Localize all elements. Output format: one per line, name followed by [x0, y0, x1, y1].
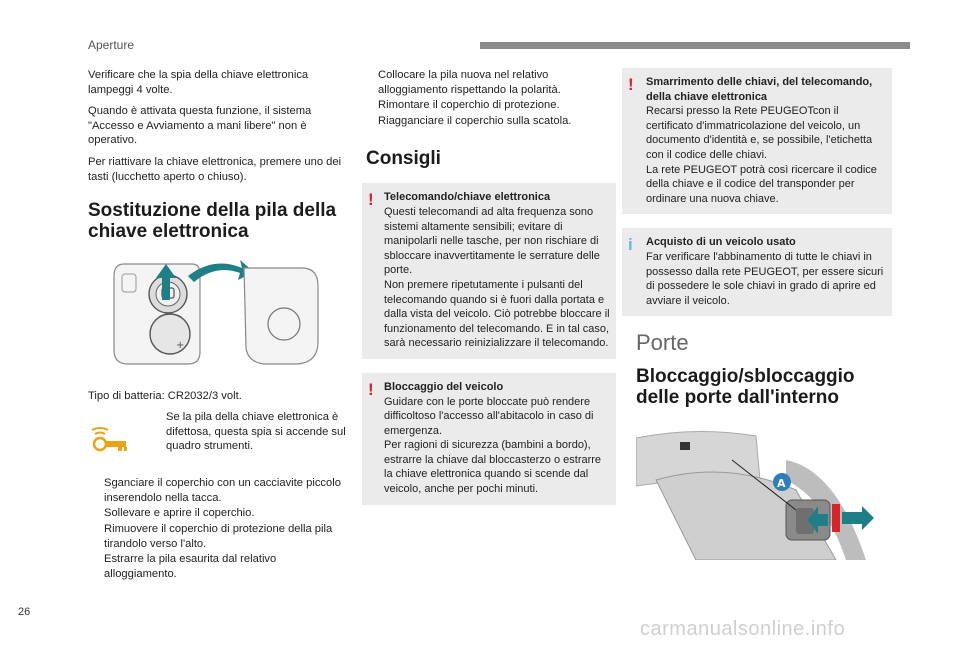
warning-box — [362, 373, 616, 505]
column-2 — [362, 68, 616, 519]
warning-icon: ! — [368, 379, 374, 399]
step-list — [362, 68, 616, 128]
column-3 — [622, 68, 892, 560]
section-heading: Consigli — [366, 148, 441, 170]
page-number: 26 — [18, 606, 31, 618]
door-panel-photo — [636, 420, 892, 560]
paragraph: Verificare che la spia della chiave elettronica lampeggi 4 volte. — [88, 69, 309, 96]
box-body: Far verificare l'abbinamento di tutte le chiavi in possesso dalla rete PEUGEOT, per essere sicuri di possedere le sole chiavi in grado di aprire ed avviare il veicolo. — [646, 250, 884, 307]
warning-icon: ! — [368, 190, 374, 210]
info-icon: i — [628, 235, 633, 255]
section-heading: Bloccaggio/sbloccaggio delle porte dall'interno — [636, 366, 855, 409]
box-title: Bloccaggio del veicolo — [384, 380, 504, 393]
list-item: Rimuovere il coperchio di protezione della pila tirandolo verso l'alto. — [104, 522, 333, 550]
paragraph: Quando è attivata questa funzione, il sistema "Accesso e Avviamento a mani libere" non è operativo. — [88, 105, 312, 147]
box-title: Smarrimento delle chiavi, del telecomando, della chiave elettronica — [646, 76, 873, 103]
svg-text:+: + — [176, 340, 185, 352]
info-box — [622, 228, 892, 316]
box-title: Telecomando/chiave elettronica — [384, 191, 551, 204]
list-item: Rimontare il coperchio di protezione. — [378, 99, 560, 112]
column-1 — [88, 68, 350, 582]
section-label: Aperture — [88, 38, 135, 52]
box-body: Guidare con le porte bloccate può rendere difficoltoso l'accesso all'abitacolo in caso di emergenza. Per ragioni di sicurezza (bambini a bordo), estrarre la chiave dal bloccasterzo o estrarre la chiave elettronica quando si scende dal veicolo, anche per pochi minuti. — [384, 395, 602, 496]
battery-type: Tipo di batteria: CR2032/3 volt. — [88, 390, 242, 403]
door-switch-icon — [636, 420, 892, 560]
section-heading: Sostituzione della pila della chiave elettronica — [88, 200, 337, 243]
box-body: Recarsi presso la Rete PEUGEOTcon il certificato d'immatricolazione del veicolo, un documento d'identità e, se possibile, l'etichetta con il codice delle chiavi. La rete PEUGEOT potrà così ricercare il codice della chiave e il codice del transponder per ordinare una nuova chiave. — [646, 105, 877, 205]
list-item: Sollevare e aprire il coperchio. — [104, 507, 255, 520]
lamp-description: Se la pila della chiave elettronica è difettosa, questa spia si accende sul quadro strumenti. — [166, 411, 346, 453]
box-body: Questi telecomandi ad alta frequenza sono sistemi altamente sensibili; evitare di manipolarli nelle tasche, per non rischiare di sbloccare inavvertitamente le serrature delle porte. Non premere ripetutamente i pulsanti del telecomando quando si è fuori dalla portata e dalla vista del veicolo. Ciò potrebbe bloccare il funzionamento del telecomando. E in tal caso, sarà necessario reinizializzare il telecomando. — [384, 205, 610, 350]
paragraph: Per riattivare la chiave elettronica, premere uno dei tasti (lucchetto aperto o chiuso). — [88, 155, 342, 183]
key-fob-icon — [88, 256, 350, 372]
watermark: carmanualsonline.info — [640, 618, 846, 640]
list-item: Estrarre la pila esaurita dal relativo alloggiamento. — [104, 553, 277, 580]
warning-icon: ! — [628, 75, 634, 94]
chapter-title: Porte — [636, 330, 689, 356]
box-title: Acquisto di un veicolo usato — [646, 236, 796, 249]
list-item: Collocare la pila nuova nel relativo alloggiamento rispettando la polarità. — [378, 69, 561, 96]
header-bar — [480, 42, 910, 49]
step-list — [88, 476, 350, 581]
key-warning-lamp-icon — [88, 426, 132, 452]
list-item: Sganciare il coperchio con un cacciavite piccolo inserendolo nella tacca. — [104, 477, 341, 504]
warning-box — [622, 68, 892, 214]
warning-box — [362, 183, 616, 359]
callout-a: A — [777, 477, 786, 491]
warning-lamp-row — [88, 410, 350, 468]
list-item: Riagganciare il coperchio sulla scatola. — [378, 114, 572, 127]
key-battery-illustration — [88, 256, 350, 372]
